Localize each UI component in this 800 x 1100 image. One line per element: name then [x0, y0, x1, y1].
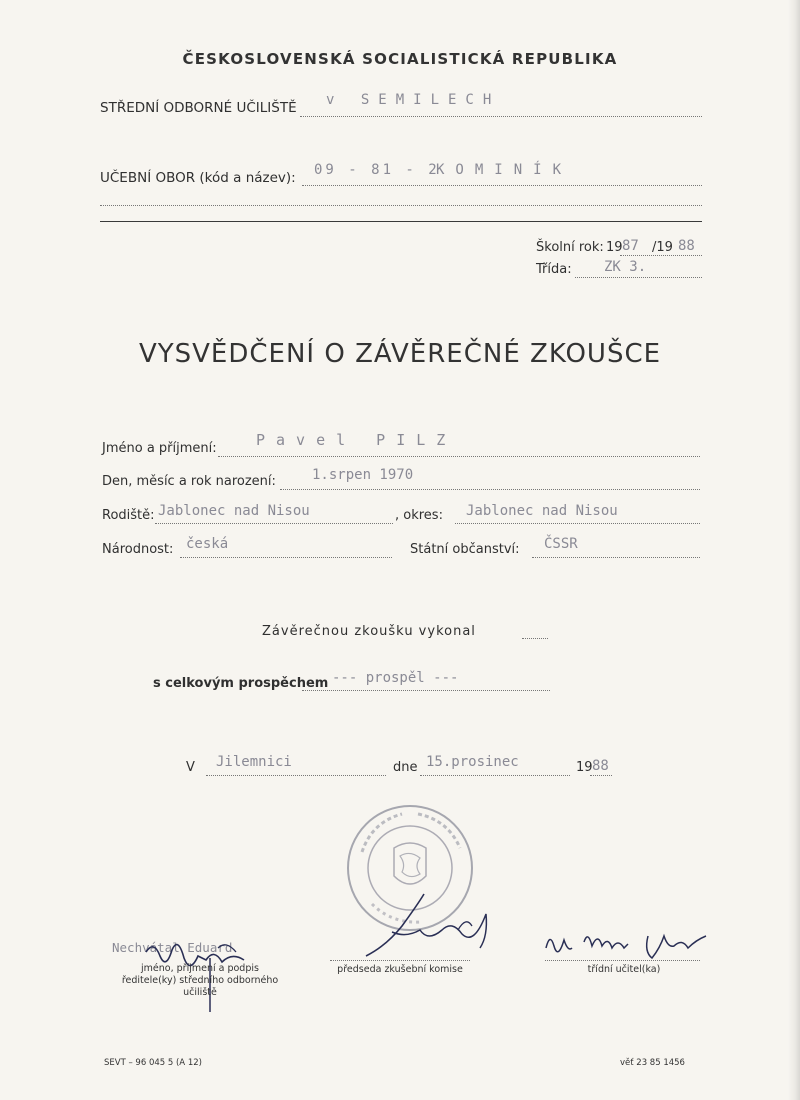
- extra-dotted-line: [100, 205, 702, 206]
- form-code-left: SEVT – 96 045 5 (A 12): [104, 1058, 202, 1068]
- dob-value: 1.srpen 1970: [312, 467, 414, 483]
- exam-passed-text: Závěrečnou zkoušku vykonal: [262, 624, 476, 639]
- name-value: Pavel PILZ: [256, 431, 457, 449]
- district-label: , okres:: [395, 508, 443, 523]
- citizenship-label: Státní občanství:: [410, 542, 520, 557]
- dob-label: Den, měsíc a rok narození:: [102, 474, 276, 489]
- place-dotted-line: [206, 775, 386, 776]
- form-code-right: věť 23 85 1456: [620, 1058, 685, 1068]
- date-dotted-line: [420, 775, 570, 776]
- school-year-dotted-line: [620, 255, 702, 256]
- result-value: --- prospěl ---: [332, 670, 459, 686]
- result-label: s celkovým prospěchem: [153, 676, 329, 691]
- result-dotted-line: [302, 690, 550, 691]
- school-year-end: 88: [678, 238, 695, 254]
- paper-edge-shadow: [788, 0, 800, 1100]
- district-value: Jablonec nad Nisou: [466, 503, 618, 519]
- date-value: 15.prosinec: [426, 754, 519, 770]
- school-year-label: Školní rok:: [536, 240, 604, 255]
- place-value: Jilemnici: [216, 754, 292, 770]
- nationality-value: česká: [186, 536, 229, 552]
- citizenship-value: ČSSR: [544, 536, 578, 552]
- field-name: KOMINÍK: [436, 162, 573, 178]
- class-value: ZK 3.: [604, 259, 647, 275]
- dob-dotted-line: [280, 489, 700, 490]
- citizenship-dotted-line: [532, 557, 700, 558]
- director-caption-line3: učiliště: [183, 987, 217, 998]
- birthplace-value: Jablonec nad Nisou: [158, 503, 310, 519]
- class-label: Třída:: [536, 262, 572, 277]
- school-year-prefix: 19: [606, 240, 623, 255]
- teacher-caption: třídní učitel(ka): [587, 964, 661, 975]
- school-dotted-line: [300, 116, 702, 117]
- school-year-separator: /19: [652, 240, 673, 255]
- class-dotted-line: [575, 277, 702, 278]
- birthplace-label: Rodiště:: [102, 508, 155, 523]
- teacher-dotted-line: [545, 960, 700, 961]
- document-title: VYSVĚDČENÍ O ZÁVĚREČNÉ ZKOUŠCE: [138, 339, 662, 369]
- issue-year-dotted-line: [590, 775, 612, 776]
- name-label: Jméno a příjmení:: [102, 441, 217, 456]
- header-rule: [100, 221, 702, 222]
- country-heading: ČESKOSLOVENSKÁ SOCIALISTICKÁ REPUBLIKA: [182, 50, 618, 68]
- nationality-dotted-line: [180, 557, 392, 558]
- place-prefix-label: V: [186, 760, 195, 775]
- chair-dotted-line: [330, 960, 470, 961]
- district-dotted-line: [455, 523, 700, 524]
- director-caption-line2: ředitele(ky) středního odborného: [121, 975, 279, 986]
- birthplace-dotted-line: [155, 523, 393, 524]
- director-caption-line1: jméno, příjmení a podpis: [141, 963, 259, 974]
- name-dotted-line: [218, 456, 700, 457]
- school-value: v SEMILECH: [326, 92, 501, 108]
- school-year-start: 87: [622, 238, 639, 254]
- exam-passed-dotted-line: [522, 638, 548, 639]
- school-label: STŘEDNÍ ODBORNÉ UČILIŠTĚ: [100, 100, 297, 116]
- date-label: dne: [393, 760, 418, 775]
- director-name: Nechvátal Eduard: [112, 940, 233, 955]
- chair-signature-icon: [362, 886, 512, 966]
- issue-year-value: 88: [592, 758, 609, 774]
- chair-caption: předseda zkušební komise: [337, 964, 463, 975]
- issue-year-prefix: 19: [576, 760, 593, 775]
- teacher-signature-icon: [540, 918, 720, 970]
- nationality-label: Národnost:: [102, 542, 174, 557]
- field-label: UČEBNÍ OBOR (kód a název):: [100, 170, 296, 186]
- field-code: 09 - 81 - 2: [314, 162, 440, 178]
- field-dotted-line: [302, 185, 702, 186]
